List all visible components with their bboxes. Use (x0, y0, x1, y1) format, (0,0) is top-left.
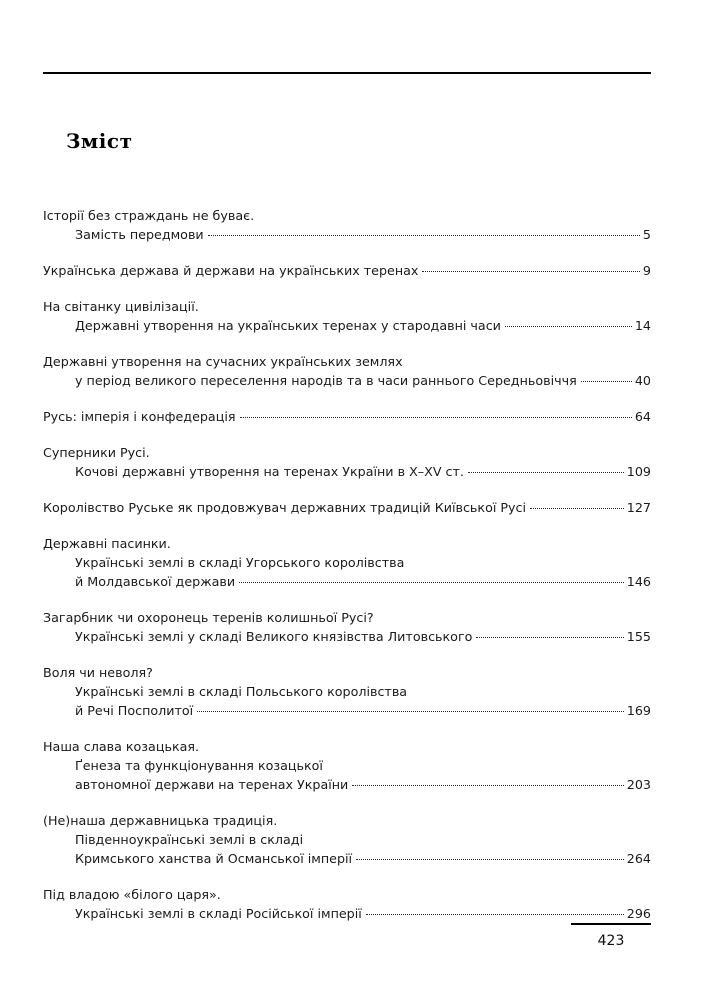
toc-entry-title: Замість передмови (75, 227, 204, 242)
toc-page-number: 155 (626, 629, 651, 644)
toc-line[interactable] (43, 498, 651, 517)
toc-page-number: 127 (626, 500, 651, 515)
toc-entry-title: у період великого переселення народів та в часи раннього Середньовіччя (75, 373, 577, 388)
toc-page-number: 40 (634, 373, 651, 388)
toc-line[interactable] (43, 682, 651, 701)
toc-line[interactable] (43, 627, 651, 646)
toc-line[interactable] (43, 371, 651, 390)
toc-entry[interactable] (43, 407, 651, 426)
toc-line[interactable] (43, 572, 651, 591)
page-title: Зміст (66, 129, 133, 153)
toc-entry[interactable] (43, 534, 651, 591)
toc-entry-title: автономної держави на теренах України (75, 777, 349, 792)
toc-line[interactable] (43, 462, 651, 481)
toc-entry-title: й Речі Посполитої (75, 703, 194, 718)
toc-line[interactable] (43, 225, 651, 244)
page-number: 423 (597, 933, 625, 949)
dot-leader (197, 711, 624, 712)
toc-page-number: 264 (626, 851, 651, 866)
toc-line[interactable] (43, 206, 651, 225)
toc-line[interactable] (43, 904, 651, 923)
toc-page-number: 169 (626, 703, 651, 718)
toc-entry-title: Загарбник чи охоронець теренів колишньої Русі? (43, 610, 374, 625)
toc-entry-title: Наша слава козацькая. (43, 739, 200, 754)
toc-entry[interactable] (43, 608, 651, 646)
toc-page-number: 109 (626, 464, 651, 479)
toc-page-number: 64 (634, 409, 651, 424)
toc-line[interactable] (43, 352, 651, 371)
dot-leader (476, 637, 623, 638)
header-rule (43, 72, 651, 74)
toc-entry-title: Ґенеза та функціонування козацької (75, 758, 323, 773)
toc-line[interactable] (43, 316, 651, 335)
toc-entry-title: Південноукраїнські землі в складі (75, 832, 304, 847)
toc-entry-title: Державні утворення на українських теренах у стародавні часи (75, 318, 501, 333)
dot-leader (422, 271, 640, 272)
toc-entry-title: Кримського ханства й Османської імперії (75, 851, 353, 866)
toc-entry-title: Під владою «білого царя». (43, 887, 221, 902)
toc-page-number: 5 (642, 227, 651, 242)
toc-entry-title: Королівство Руське як продовжувач державних традицій Київської Русі (43, 500, 527, 515)
toc-entry-title: Українська держава й держави на українських теренах (43, 263, 419, 278)
dot-leader (352, 785, 623, 786)
toc-line[interactable] (43, 407, 651, 426)
toc-entry-title: Русь: імперія і конфедерація (43, 409, 236, 424)
toc-page-number: 9 (642, 263, 651, 278)
toc-entry-title: Українські землі в складі Російської імперії (75, 906, 362, 921)
toc-entry[interactable] (43, 261, 651, 280)
toc-line[interactable] (43, 885, 651, 904)
toc-entry[interactable] (43, 811, 651, 868)
toc-entry[interactable] (43, 737, 651, 794)
toc-line[interactable] (43, 756, 651, 775)
toc-line[interactable] (43, 830, 651, 849)
toc-entry-title: Державні утворення на сучасних українських землях (43, 354, 403, 369)
toc-entry[interactable] (43, 443, 651, 481)
toc-line[interactable] (43, 737, 651, 756)
toc-entry[interactable] (43, 663, 651, 720)
toc-entry-title: На світанку цивілізації. (43, 299, 199, 314)
toc-entry[interactable] (43, 206, 651, 244)
toc-entry[interactable] (43, 297, 651, 335)
toc-page-number: 14 (634, 318, 651, 333)
toc-page-number: 146 (626, 574, 651, 589)
toc-entry[interactable] (43, 352, 651, 390)
dot-leader (239, 582, 624, 583)
toc-entry-title: Воля чи неволя? (43, 665, 153, 680)
toc-line[interactable] (43, 261, 651, 280)
dot-leader (366, 914, 624, 915)
toc-line[interactable] (43, 775, 651, 794)
toc-page-number: 203 (626, 777, 651, 792)
toc-line[interactable] (43, 297, 651, 316)
toc-line[interactable] (43, 663, 651, 682)
toc-page-number: 296 (626, 906, 651, 921)
toc-entry-title: Суперники Русі. (43, 445, 150, 460)
dot-leader (581, 381, 632, 382)
dot-leader (468, 472, 624, 473)
toc-line[interactable] (43, 608, 651, 627)
toc-entry-title: Кочові державні утворення на теренах України в X–XV ст. (75, 464, 464, 479)
toc-line[interactable] (43, 811, 651, 830)
toc-line[interactable] (43, 443, 651, 462)
toc-line[interactable] (43, 534, 651, 553)
dot-leader (505, 326, 632, 327)
toc-line[interactable] (43, 701, 651, 720)
footer-rule (571, 923, 651, 925)
toc-entry-title: (Не)наша державницька традиція. (43, 813, 278, 828)
dot-leader (356, 859, 624, 860)
toc-entry-title: й Молдавської держави (75, 574, 236, 589)
toc-entry[interactable] (43, 498, 651, 517)
dot-leader (530, 508, 624, 509)
toc-line[interactable] (43, 849, 651, 868)
toc-entry-title: Державні пасинки. (43, 536, 171, 551)
dot-leader (240, 417, 632, 418)
toc-entry-title: Українські землі в складі Угорського королівства (75, 555, 405, 570)
toc-entry-title: Українські землі у складі Великого князівства Литовського (75, 629, 473, 644)
dot-leader (208, 235, 640, 236)
toc-entry-title: Історії без страждань не буває. (43, 208, 255, 223)
toc-entry-title: Українські землі в складі Польського королівства (75, 684, 408, 699)
toc-entry[interactable] (43, 885, 651, 923)
table-of-contents (43, 206, 651, 940)
toc-line[interactable] (43, 553, 651, 572)
